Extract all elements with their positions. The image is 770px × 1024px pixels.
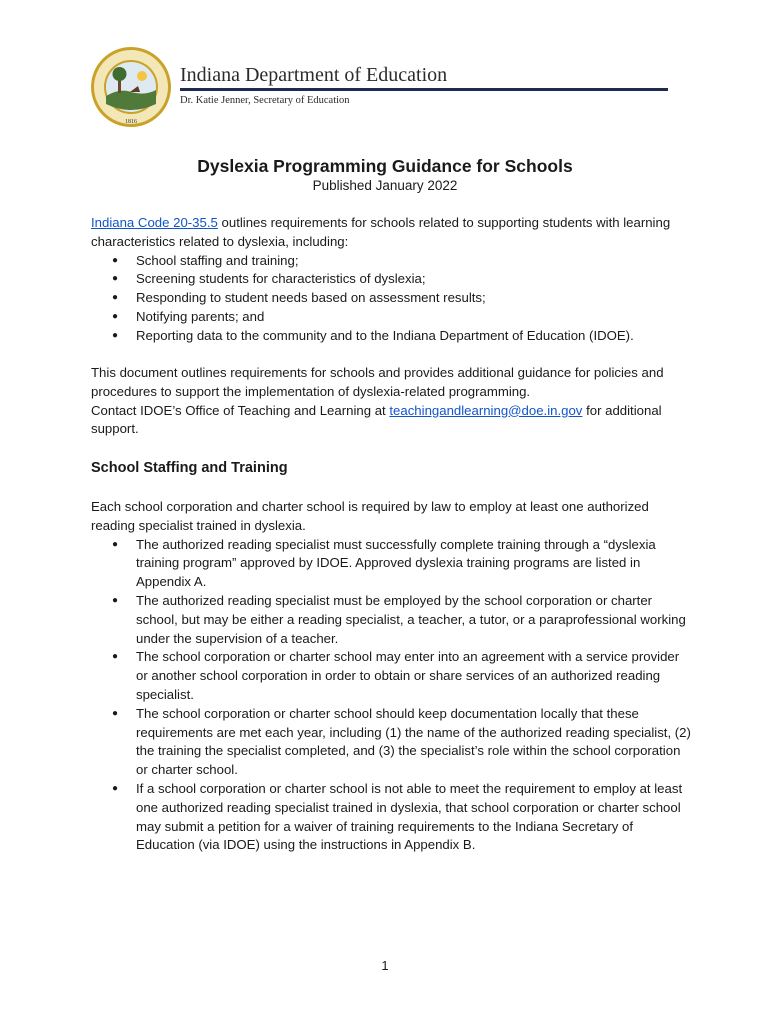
list-item: ● The authorized reading specialist must be employed by the school corporation or charter school, but may be either a reading specialist, a teacher, a tutor, or a paraprofessional working under the supervision of a teacher.	[112, 592, 686, 646]
organization-name: Indiana Department of Education	[180, 64, 448, 86]
contact-email-link[interactable]: teachingandlearning@doe.in.gov	[389, 402, 583, 418]
list-item: ● Notifying parents; and	[91, 308, 691, 327]
staffing-intro: Each school corporation and charter school is required by law to employ at least one authorized reading specialist trained in dyslexia.	[91, 499, 649, 533]
indiana-code-link[interactable]: Indiana Code 20-35.5	[91, 215, 218, 230]
bullet-icon: ●	[112, 310, 119, 322]
bullet-icon: ●	[112, 782, 119, 794]
secretary-line: Dr. Katie Jenner, Secretary of Education	[180, 95, 350, 106]
list-item: ● Screening students for characteristics of dyslexia;	[91, 270, 691, 289]
staffing-bullet-list	[91, 536, 691, 856]
bullet-icon: ●	[112, 651, 119, 663]
bullet-icon: ●	[112, 594, 119, 606]
bullet-icon: ●	[112, 254, 119, 266]
contact-paragraph: Contact IDOE’s Office of Teaching and Learning at teachingandlearning@doe.in.gov for additional support.	[91, 402, 662, 437]
bullet-icon: ●	[112, 273, 119, 285]
list-item: ● The school corporation or charter school should keep documentation locally that these requirements are met each year, including (1) the name of the authorized reading specialist, (2) the training the specialist completed, and (3) the specialist’s role within the school corporation or charter school.	[112, 705, 691, 778]
page-number: 1	[381, 958, 389, 973]
list-item: ● Reporting data to the community and to the Indiana Department of Education (IDOE).	[91, 327, 691, 346]
intro-bullet-list	[91, 252, 691, 346]
list-item: ● School staffing and training;	[91, 252, 691, 271]
list-item: ● If a school corporation or charter school is not able to meet the requirement to employ at least one authorized reading specialist trained in dyslexia, that school corporation or charter school may submit a petition for a waiver of training requirements to the Indiana Secretary of Education (via IDOE) using the instructions in Appendix B.	[112, 780, 683, 853]
section-heading: School Staffing and Training	[91, 460, 288, 476]
seal-year: 1816	[125, 119, 137, 125]
bullet-icon: ●	[112, 707, 119, 719]
staffing-section	[91, 498, 691, 855]
list-item: ● The authorized reading specialist must successfully complete training through a “dyslexia training program” approved by IDOE. Approved dyslexia training programs are listed in Appendix A.	[112, 536, 656, 590]
overview-section	[91, 364, 691, 439]
bullet-icon: ●	[112, 292, 119, 304]
publish-date: Published January 2022	[312, 178, 458, 193]
bullet-icon: ●	[112, 538, 119, 550]
intro-text: outlines requirements for schools related to supporting students with learning characteristics related to dyslexia, including:	[91, 215, 671, 249]
state-seal-logo	[90, 46, 172, 128]
header-rule	[180, 88, 668, 91]
intro-section	[91, 214, 691, 346]
document-title: Dyslexia Programming Guidance for Schools	[197, 156, 573, 176]
list-item: ● Responding to student needs based on assessment results;	[91, 289, 691, 308]
overview-paragraph: This document outlines requirements for schools and provides additional guidance for policies and procedures to support the implementation of dyslexia-related programming.	[91, 365, 664, 399]
intro-paragraph	[91, 214, 691, 252]
bullet-icon: ●	[112, 329, 119, 341]
list-item: ● The school corporation or charter school may enter into an agreement with a service provider or another school corporation in order to obtain or share services of an authorized reading specialist.	[112, 649, 680, 702]
